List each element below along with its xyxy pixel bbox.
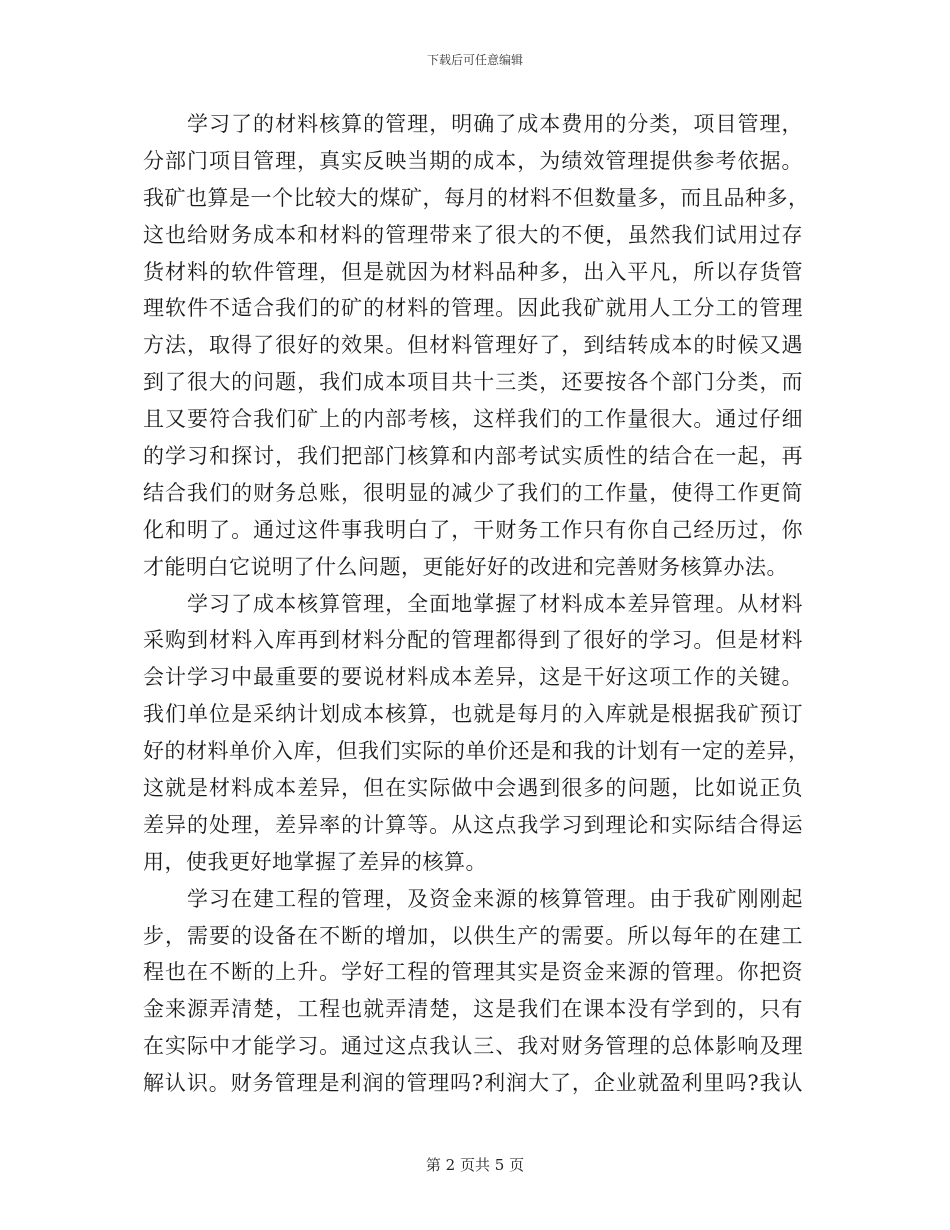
body-line: 才能明白它说明了什么问题，更能好好的改进和完善财务核算办法。 — [143, 554, 788, 579]
body-line: 用，使我更好地掌握了差异的核算。 — [143, 849, 487, 874]
body-line: 且又要符合我们矿上的内部考核，这样我们的工作量很大。通过仔细 — [143, 407, 803, 432]
body-line: 化和明了。通过这件事我明白了，干财务工作只有你自己经历过，你 — [143, 517, 803, 542]
body-line: 会计学习中最重要的要说材料成本差异，这是干好这项工作的关键。 — [143, 665, 803, 690]
body-line: 在实际中才能学习。通过这点我认三、我对财务管理的总体影响及理 — [143, 1034, 803, 1059]
body-line: 这也给财务成本和材料的管理带来了很大的不便，虽然我们试用过存 — [143, 222, 803, 247]
body-line: 学习了的材料核算的管理，明确了成本费用的分类，项目管理， — [187, 112, 803, 136]
body-line: 方法，取得了很好的效果。但材料管理好了，到结转成本的时候又遇 — [143, 333, 803, 358]
body-line: 学习了成本核算管理，全面地掌握了材料成本差异管理。从材料 — [187, 591, 803, 616]
body-line: 我矿也算是一个比较大的煤矿，每月的材料不但数量多，而且品种多， — [143, 185, 810, 210]
page-header: 下载后可任意编辑 — [426, 53, 523, 67]
body-line: 差异的处理，差异率的计算等。从这点我学习到理论和实际结合得运 — [143, 812, 803, 837]
body-line: 结合我们的财务总账，很明显的减少了我们的工作量，使得工作更简 — [143, 480, 803, 505]
body-line: 程也在不断的上升。学好工程的管理其实是资金来源的管理。你把资 — [143, 960, 803, 985]
page-footer: 第 2 页共 5 页 — [425, 1156, 525, 1174]
body-line: 学习在建工程的管理，及资金来源的核算管理。由于我矿刚刚起 — [187, 886, 803, 911]
body-line: 理软件不适合我们的矿的材料的管理。因此我矿就用人工分工的管理 — [143, 296, 803, 321]
body-line: 采购到材料入库再到材料分配的管理都得到了很好的学习。但是材料 — [143, 628, 803, 653]
body-line: 金来源弄清楚，工程也就弄清楚，这是我们在课本没有学到的，只有 — [143, 997, 803, 1022]
body-line: 步，需要的设备在不断的增加，以供生产的需要。所以每年的在建工 — [143, 923, 803, 948]
body-line: 货材料的软件管理，但是就因为材料品种多，出入平凡，所以存货管 — [143, 259, 803, 284]
body-line: 我们单位是采纳计划成本核算，也就是每月的入库就是根据我矿预订 — [143, 702, 803, 727]
body-line: 这就是材料成本差异，但在实际做中会遇到很多的问题，比如说正负 — [143, 776, 803, 801]
body-line: 分部门项目管理，真实反映当期的成本，为绩效管理提供参考依据。 — [143, 148, 803, 173]
body-line: 解认识。财务管理是利润的管理吗?利润大了，企业就盈利里吗?我认 — [143, 1071, 803, 1096]
document-body — [143, 106, 810, 1102]
body-line: 的学习和探讨，我们把部门核算和内部考试实质性的结合在一起，再 — [143, 444, 803, 469]
body-line: 到了很大的问题，我们成本项目共十三类，还要按各个部门分类，而 — [143, 370, 803, 395]
body-line: 好的材料单价入库，但我们实际的单价还是和我的计划有一定的差异， — [143, 739, 810, 764]
